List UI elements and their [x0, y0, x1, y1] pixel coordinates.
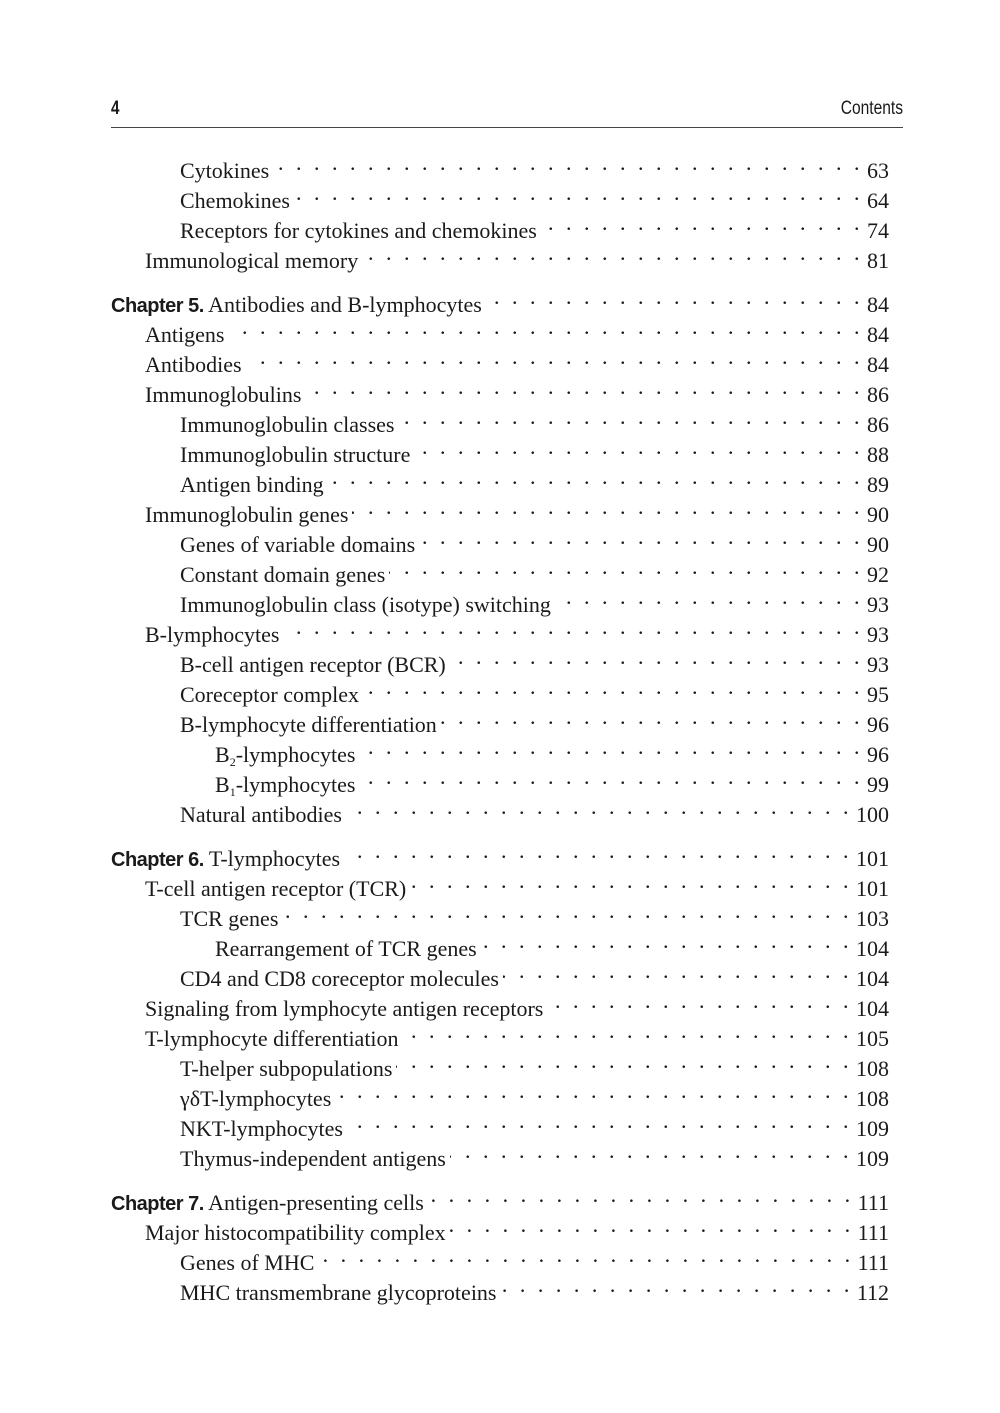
entry-label: Antibodies and B-lymphocytes — [203, 292, 482, 317]
toc-group — [111, 282, 889, 827]
entry-page-number: 88 — [867, 442, 889, 467]
dot-leader — [282, 896, 852, 926]
entry-title — [180, 530, 415, 560]
entry-subscript: 1 — [229, 785, 236, 799]
entry-title — [180, 680, 359, 710]
entry-label: T-helper subpopulations — [180, 1056, 393, 1081]
entry-page-number: 63 — [867, 158, 889, 183]
entry-title — [180, 1278, 497, 1308]
dot-leader — [450, 1210, 854, 1240]
entry-page-number: 99 — [867, 772, 889, 797]
entry-label: B-lymphocytes — [145, 622, 280, 647]
entry-page-number: 111 — [857, 1250, 889, 1275]
entry-label: Major histocompatibility complex — [145, 1220, 446, 1245]
entry-title — [145, 620, 279, 650]
running-title: Contents — [840, 98, 903, 119]
chapter-number: Chapter 6. — [111, 849, 204, 871]
entry-label: B — [215, 742, 230, 767]
entry-title — [180, 156, 269, 186]
dot-leader — [359, 732, 863, 762]
entry-label: Cytokines — [180, 158, 270, 183]
entry-label: B — [215, 772, 230, 797]
entry-page-number: 84 — [867, 322, 889, 347]
entry-label: Immunoglobulin genes — [145, 502, 349, 527]
dot-leader — [318, 1240, 853, 1270]
entry-title — [180, 964, 499, 994]
entry-page-number: 93 — [867, 622, 889, 647]
entry-page-number: 101 — [856, 846, 889, 871]
dot-leader — [410, 866, 852, 896]
dot-leader — [294, 178, 863, 208]
entry-label: Antigens — [145, 322, 225, 347]
entry-title — [180, 410, 394, 440]
entry-label: Genes of variable domains — [180, 532, 416, 557]
entry-title — [145, 246, 358, 276]
entry-label: Thymus-independent antigens — [180, 1146, 446, 1171]
entry-page-number: 86 — [867, 382, 889, 407]
entry-page-number: 111 — [857, 1220, 889, 1245]
entry-page-number: 86 — [867, 412, 889, 437]
dot-leader — [396, 1046, 852, 1076]
entry-title — [180, 1144, 446, 1174]
entry-page-number: 90 — [867, 532, 889, 557]
entry-label: CD4 and CD8 coreceptor molecules — [180, 966, 499, 991]
entry-label: Immunoglobulin class (isotype) switching — [180, 592, 551, 617]
entry-label: Rearrangement of TCR genes — [215, 936, 477, 961]
toc-group — [111, 836, 889, 1171]
entry-page-number: 104 — [856, 966, 889, 991]
entry-label: T-lymphocyte differentiation — [145, 1026, 399, 1051]
entry-page-number: 93 — [867, 652, 889, 677]
entry-page-number: 104 — [856, 936, 889, 961]
entry-label: B-cell antigen receptor (BCR) — [180, 652, 446, 677]
toc-group — [111, 148, 889, 273]
entry-title — [180, 1248, 314, 1278]
entry-page-number: 112 — [856, 1280, 889, 1305]
entry-label: Antigen binding — [180, 472, 324, 497]
dot-leader — [555, 582, 863, 612]
entry-label: Immunoglobulins — [145, 382, 302, 407]
entry-title — [111, 1188, 424, 1219]
toc-group — [111, 1180, 889, 1305]
dot-leader — [403, 1016, 852, 1046]
entry-page-number: 96 — [867, 712, 889, 737]
dot-leader — [347, 1106, 852, 1136]
entry-page-number: 95 — [867, 682, 889, 707]
chapter-entry[interactable] — [111, 836, 889, 871]
entry-page-number: 81 — [867, 248, 889, 273]
entry-label: Natural antibodies — [180, 802, 342, 827]
entry-label: T-lymphocytes — [203, 846, 341, 871]
entry-title — [215, 934, 477, 964]
entry-page-number: 92 — [867, 562, 889, 587]
page-number: 4 — [111, 98, 120, 119]
entry-title — [145, 320, 224, 350]
entry-label: Immunoglobulin classes — [180, 412, 395, 437]
entry-label: Immunoglobulin structure — [180, 442, 411, 467]
entry-page-number: 101 — [856, 876, 889, 901]
entry-label: Immunological memory — [145, 248, 359, 273]
entry-label: NKT-lymphocytes — [180, 1116, 343, 1141]
running-header — [111, 96, 903, 128]
dot-leader — [547, 986, 852, 1016]
dot-leader — [419, 522, 863, 552]
dot-leader — [428, 1180, 854, 1210]
entry-label: MHC transmembrane glycoproteins — [180, 1280, 497, 1305]
entry-page-number: 90 — [867, 502, 889, 527]
entry-label: TCR genes — [180, 906, 279, 931]
toc-entry[interactable] — [111, 312, 889, 347]
entry-label: B-lymphocyte differentiation — [180, 712, 437, 737]
entry-title — [215, 770, 355, 800]
entry-page-number: 89 — [867, 472, 889, 497]
chapter-number: Chapter 7. — [111, 1193, 204, 1215]
entry-label: Receptors for cytokines and chemokines — [180, 218, 537, 243]
entry-title — [145, 380, 301, 410]
chapter-entry[interactable] — [111, 1180, 889, 1215]
entry-title — [180, 560, 385, 590]
entry-page-number: 64 — [867, 188, 889, 213]
dot-leader — [344, 836, 852, 866]
dot-leader — [503, 956, 852, 986]
toc-entry[interactable] — [111, 148, 889, 183]
dot-leader — [450, 642, 863, 672]
entry-title — [180, 186, 290, 216]
entry-title — [111, 844, 340, 875]
dot-leader — [414, 432, 863, 462]
entry-page-number: 108 — [856, 1086, 889, 1111]
entry-label: Signaling from lymphocyte antigen receptors — [145, 996, 544, 1021]
entry-page-number: 93 — [867, 592, 889, 617]
entry-label: Antigen-presenting cells — [203, 1190, 424, 1215]
dot-leader — [541, 208, 863, 238]
table-of-contents — [111, 148, 889, 1314]
entry-title — [215, 740, 355, 770]
entry-page-number: 104 — [856, 996, 889, 1021]
entry-page-number: 84 — [867, 292, 889, 317]
entry-subscript: 2 — [229, 755, 236, 769]
dot-leader — [389, 552, 863, 582]
entry-title — [145, 500, 348, 530]
entry-page-number: 74 — [867, 218, 889, 243]
entry-page-number: 96 — [867, 742, 889, 767]
entry-page-number: 108 — [856, 1056, 889, 1081]
dot-leader — [501, 1270, 853, 1300]
entry-label: γδT-lymphocytes — [180, 1086, 332, 1111]
entry-title — [180, 904, 278, 934]
dot-leader — [441, 702, 863, 732]
chapter-entry[interactable] — [111, 282, 889, 317]
chapter-number: Chapter 5. — [111, 295, 204, 317]
entry-page-number: 100 — [856, 802, 889, 827]
entry-page-number: 105 — [856, 1026, 889, 1051]
entry-label: Constant domain genes — [180, 562, 386, 587]
entry-title — [145, 350, 242, 380]
toc-entry[interactable] — [111, 342, 889, 377]
entry-label: Coreceptor complex — [180, 682, 359, 707]
dot-leader — [362, 238, 863, 268]
entry-title — [180, 1084, 331, 1114]
entry-page-number: 109 — [856, 1116, 889, 1141]
entry-page-number: 109 — [856, 1146, 889, 1171]
dot-leader — [335, 1076, 852, 1106]
dot-leader — [450, 1136, 852, 1166]
dot-leader — [398, 402, 863, 432]
entry-title — [180, 1114, 343, 1144]
entry-label: Antibodies — [145, 352, 242, 377]
entry-page-number: 111 — [857, 1190, 889, 1215]
entry-label: Chemokines — [180, 188, 290, 213]
entry-page-number: 103 — [856, 906, 889, 931]
dot-leader — [359, 762, 863, 792]
dot-leader — [346, 792, 852, 822]
dot-leader — [246, 342, 863, 372]
dot-leader — [481, 926, 852, 956]
dot-leader — [273, 148, 863, 178]
entry-title — [145, 1024, 399, 1054]
dot-leader — [328, 462, 863, 492]
dot-leader — [486, 282, 863, 312]
dot-leader — [228, 312, 863, 342]
entry-label: Genes of MHC — [180, 1250, 315, 1275]
dot-leader — [283, 612, 863, 642]
entry-title — [180, 470, 324, 500]
entry-label-suffix: -lymphocytes — [235, 742, 356, 767]
dot-leader — [363, 672, 863, 702]
dot-leader — [352, 492, 863, 522]
entry-label: T-cell antigen receptor (TCR) — [145, 876, 407, 901]
entry-label-suffix: -lymphocytes — [235, 772, 356, 797]
entry-title — [180, 800, 342, 830]
dot-leader — [305, 372, 863, 402]
entry-page-number: 84 — [867, 352, 889, 377]
